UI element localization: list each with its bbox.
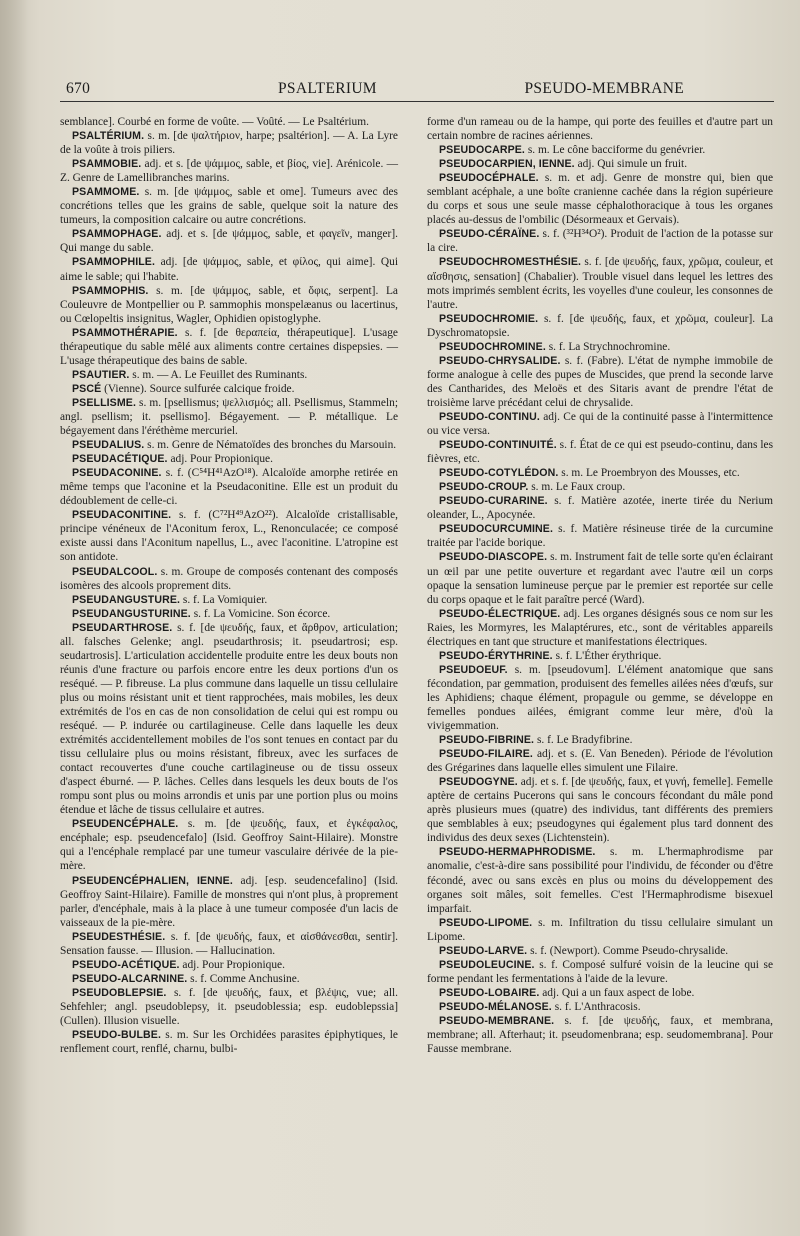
entry-definition: s. m. Le cône bacciforme du genévrier. bbox=[524, 144, 706, 157]
dictionary-entry bbox=[427, 944, 773, 958]
entry-definition: s. m. [de ψαλτήριον, harpe; psaltérion]. — A. La Lyre de la voûte à trois piliers. bbox=[60, 130, 398, 157]
entry-headword: PSEUDO-CURARINE. bbox=[439, 495, 548, 508]
entry-definition: s. f. (C⁵⁴H⁴¹AzO¹⁸). Alcaloïde amorphe retirée en même temps que l'aconine et la Pseudaconitine. Elle est un produit du dédoublement de celle-ci. bbox=[60, 467, 398, 508]
entry-headword: PSEUDOLEUCINE. bbox=[439, 958, 535, 971]
dictionary-entry bbox=[427, 663, 773, 733]
entry-headword: PSEUDOCHROMINE. bbox=[439, 340, 546, 353]
page-gutter-shadow bbox=[0, 0, 28, 1236]
entry-headword: PSEUDO-FILAIRE. bbox=[439, 748, 533, 761]
entry-definition: adj. et s. [de ψάμμος, sable, et βίος, vie]. Arénicole. — Z. Genre de Lamellibranches marins. bbox=[60, 158, 398, 185]
entry-definition: (Vienne). Source sulfurée calcique froide. bbox=[101, 382, 295, 395]
dictionary-entry bbox=[427, 171, 773, 227]
entry-definition: adj. et s. (E. Van Beneden). Période de l'évolution des Grégarines dans laquelle elles simulent une Filaire. bbox=[427, 748, 773, 775]
entry-definition: s. f. (Newport). Comme Pseudo-chrysalide. bbox=[527, 944, 729, 957]
entry-definition: s. f. La Vomiquier. bbox=[180, 593, 268, 606]
dictionary-entry bbox=[60, 452, 398, 466]
dictionary-entry bbox=[60, 593, 398, 607]
entry-headword: PSEUDO-ÉLECTRIQUE. bbox=[439, 607, 561, 620]
dictionary-entry bbox=[60, 874, 398, 930]
page-number: 670 bbox=[66, 80, 91, 97]
entry-headword: PSAUTIER. bbox=[72, 368, 130, 381]
entry-definition: s. m. Instrument fait de telle sorte qu'en éclairant un œil par une petite ouverture et regardant avec l'autre œil un corps opaque la sensation lumineuse perçue par le premier est reportée sur celle du corps opaque et le fait paraître percé (Ward). bbox=[427, 551, 773, 606]
dictionary-entry bbox=[60, 565, 398, 593]
entry-headword: PSEUDO-LOBAIRE. bbox=[439, 986, 540, 999]
dictionary-entry bbox=[427, 410, 773, 438]
running-title-right: PSEUDO-MEMBRANE bbox=[524, 80, 684, 97]
entry-headword: PSEUDO-MEMBRANE. bbox=[439, 1015, 555, 1027]
entry-definition: s. m. Infiltration du tissu cellulaire simulant un Lipome. bbox=[427, 916, 773, 943]
dictionary-entry bbox=[427, 916, 773, 944]
dictionary-entry bbox=[427, 312, 773, 340]
dictionary-entry bbox=[427, 340, 773, 354]
entry-definition: s. f. Composé sulfuré voisin de la leucine qui se forme pendant les fermentations à l'aide de la levure. bbox=[427, 958, 773, 985]
dictionary-entry bbox=[60, 382, 398, 396]
entry-definition: s. m. Genre de Nématoïdes des bronches du Marsouin. bbox=[144, 439, 397, 452]
dictionary-entry bbox=[60, 817, 398, 873]
dictionary-entry bbox=[60, 958, 398, 972]
dictionary-entry bbox=[427, 845, 773, 915]
entry-definition: adj. Les organes désignés sous ce nom sur les Raies, les Mormyres, les Malaptérures, etc., sont de véritables appareils électriques en tant que structure et manifestations électriques. bbox=[427, 607, 773, 648]
dictionary-entry bbox=[60, 227, 398, 255]
dictionary-entry bbox=[427, 255, 773, 311]
dictionary-entry bbox=[60, 972, 398, 986]
entry-headword: PSEUDALIUS. bbox=[72, 439, 145, 452]
entry-definition: s. f. (³²H³⁴O²). Produit de l'action de la potasse sur la cire. bbox=[427, 228, 773, 255]
entry-definition: s. f. [de ψευδής, faux, χρῶμα, couleur, et αἴσθησις, sensation] (Chabalier). Trouble visuel dans lequel les lettres des mots imprimés semblent écrits, les voyelles d'une couleur, les consonnes de l'autre. bbox=[427, 256, 773, 311]
entry-headword: PSEUDACÉTIQUE. bbox=[72, 453, 168, 466]
entry-headword: PSEUDARTHROSE. bbox=[72, 621, 173, 634]
entry-definition: s. f. L'Anthracosis. bbox=[551, 1000, 641, 1013]
entry-definition: adj. Qui simule un fruit. bbox=[574, 158, 688, 171]
entry-headword: PSEUDO-COTYLÉDON. bbox=[439, 467, 559, 480]
entry-headword: PSEUDACONINE. bbox=[72, 467, 162, 480]
entry-definition: s. m. Sur les Orchidées parasites épiphytiques, le renflement court, renflé, charnu, bulbi- bbox=[60, 1029, 398, 1056]
entry-headword: PSEUDO-CÉRAÏNE. bbox=[439, 228, 540, 241]
entry-headword: PSEUDO-DIASCOPE. bbox=[439, 551, 548, 564]
entry-definition: s. f. [de ψευδής, faux, et membrana, membrane; all. Afterhaut; it. pseudomenbrana; esp. seudomembrana]. Pour Fausse membrane. bbox=[427, 1015, 773, 1056]
dictionary-entry bbox=[60, 508, 398, 564]
dictionary-entry bbox=[427, 143, 773, 157]
entry-headword: PSEUDO-LARVE. bbox=[439, 944, 528, 957]
entry-definition: s. f. Matière azotée, inerte tirée du Nerium oleander, L., Apocynée. bbox=[427, 495, 773, 522]
entry-definition: s. m. [de ψάμμος, sable et ome]. Tumeurs avec des concrétions telles que les grains de sable, quelque soit la nature des tumeurs, la composition calcaire ou autre concrétions. bbox=[60, 186, 398, 227]
entry-definition: adj. [esp. seudencefalino] (Isid. Geoffroy Saint-Hilaire). Famille de monstres qui n'ont plus, à proprement parler, d'encéphale, mais à la place à une tumeur composée d'un lacis de vaisseaux de la pie-mère. bbox=[60, 874, 398, 929]
dictionary-entry bbox=[60, 396, 398, 438]
entry-headword: PSEUDO-ÉRYTHRINE. bbox=[439, 649, 553, 662]
entry-definition: s. m. [pseudovum]. L'élément anatomique que sans fécondation, par gemmation, produisent des femelles ailées nées d'œufs, sur les Aphidiens; chaque élément, propagule ou gemme, se développe en femelles pondues ailées, émigrant comme leur mère, d'où la vivigemmation. bbox=[427, 663, 773, 733]
dictionary-entry bbox=[427, 775, 773, 845]
entry-definition: s. m. L'hermaphrodisme par anomalie, c'est-à-dire sans possibilité pour l'individu, de féconder ou d'être fécondé, avec ou sans excès en plus ou moins du développement des organes soit mâles, soit femelles. C'est l'Hermaphrodisme bisexuel imparfait. bbox=[427, 846, 773, 915]
entry-headword: PSEUDO-CONTINUITÉ. bbox=[439, 439, 557, 452]
entry-headword: PSAMMOBIE. bbox=[72, 158, 142, 171]
entry-definition: s. f. Le Bradyfibrine. bbox=[534, 734, 633, 747]
entry-headword: PSAMMOME. bbox=[72, 186, 140, 199]
entry-headword: PSEUDOCHROMESTHÉSIE. bbox=[439, 256, 582, 269]
dictionary-entry bbox=[60, 1028, 398, 1056]
dictionary-entry bbox=[60, 621, 398, 818]
entry-headword: PSEUDOCARPE. bbox=[439, 144, 525, 157]
entry-headword: PSEUDENCÉPHALIEN, IENNE. bbox=[72, 874, 233, 887]
entry-definition: forme d'un rameau ou de la hampe, qui porte des feuilles et d'autre part un certain nombre de racines aériennes. bbox=[427, 116, 773, 143]
entry-headword: PSEUDO-CONTINU. bbox=[439, 410, 540, 423]
entry-definition: s. f. La Strychnochromine. bbox=[545, 340, 671, 353]
right-column bbox=[427, 115, 773, 1056]
entry-headword: PSEUDO-LIPOME. bbox=[439, 916, 533, 929]
entry-definition: s. f. (C⁷²H⁴⁹AzO²²). Alcaloïde cristallisable, principe vénéneux de l'Aconitum ferox, L., Renonculacée; ce composé existe aussi dans l'Aconitum napellus, L., avec l'aconitine. L'atropine est son antidote. bbox=[60, 509, 398, 564]
entry-definition: adj. Ce qui de la continuité passe à l'intermittence ou vice versa. bbox=[427, 410, 773, 438]
running-title-left: PSALTERIUM bbox=[278, 80, 377, 97]
entry-headword: PSALTÉRIUM. bbox=[72, 130, 145, 143]
entry-headword: PSEUDO-MÉLANOSE. bbox=[439, 1000, 552, 1013]
entry-definition: adj. et s. f. [de ψευδής, faux, et γυνή, femelle]. Femelle aptère de certains Pucerons qui sans le concours fécondant du mâle pond après plusieurs mues (quatre) des individus, tant différents des premiers que semblables à eux; pseudogynes qui également plus tard donnent des individus des deux sexes (Lichtenstein). bbox=[427, 776, 773, 845]
dictionary-entry bbox=[60, 930, 398, 958]
entry-definition: adj. Pour Propionique. bbox=[167, 453, 273, 466]
entry-definition: s. m. et adj. Genre de monstre qui, bien que semblant acéphale, a une boîte cranienne cachée dans la région supérieure du corps et sous une seule masse céphalothoracique à tous les organes placés au-dessus de l'ombilic (Désormeaux et Gervais). bbox=[427, 172, 773, 227]
entry-headword: PSELLISME. bbox=[72, 396, 136, 409]
dictionary-entry bbox=[60, 129, 398, 157]
entry-definition: s. m. Le Proembryon des Mousses, etc. bbox=[558, 467, 740, 480]
entry-definition: s. f. L'Éther érythrique. bbox=[552, 649, 662, 662]
dictionary-entry bbox=[427, 747, 773, 775]
entry-headword: PSEUDANGUSTURINE. bbox=[72, 607, 191, 620]
dictionary-entry bbox=[427, 958, 773, 986]
dictionary-entry bbox=[427, 494, 773, 522]
entry-headword: PSEUDO-CROUP. bbox=[439, 481, 529, 494]
entry-definition: adj. Pour Propionique. bbox=[179, 958, 285, 971]
dictionary-entry bbox=[427, 466, 773, 480]
entry-headword: PSEUDANGUSTURE. bbox=[72, 593, 181, 606]
dictionary-entry bbox=[427, 733, 773, 747]
entry-definition: adj. [de ψάμμος, sable, et φίλος, qui aime]. Qui aime le sable; qui l'habite. bbox=[60, 256, 398, 283]
entry-headword: PSEUDESTHÉSIE. bbox=[72, 930, 166, 943]
dictionary-entry bbox=[427, 354, 773, 410]
dictionary-entry bbox=[427, 227, 773, 255]
entry-definition: adj. Qui a un faux aspect de lobe. bbox=[539, 986, 695, 999]
dictionary-entry bbox=[427, 1014, 773, 1056]
dictionary-entry bbox=[427, 550, 773, 606]
entry-headword: PSAMMOPHILE. bbox=[72, 256, 156, 269]
entry-definition: s. m. Le Faux croup. bbox=[528, 481, 626, 494]
dictionary-entry bbox=[60, 115, 398, 129]
header-rule bbox=[60, 101, 774, 102]
entry-definition: s. m. [psellismus; ψελλισμός; all. Psellismus, Stammeln; angl. psellism; it. psellismo]. Bégayement. — P. métallique. Le bégayement dans l'éréthème mercuriel. bbox=[60, 396, 398, 438]
entry-headword: PSAMMOPHIS. bbox=[72, 284, 149, 297]
entry-definition: s. f. Comme Anchusine. bbox=[187, 972, 300, 985]
entry-definition: s. m. [de ψευδής, faux, et ἐγκέφαλος, encéphale; esp. pseudencefalo] (Isid. Geoffroy Saint-Hilaire). Monstre qui a l'encéphale remplacé par une tumeur vasculaire dérivée de la pie-mère. bbox=[60, 818, 398, 873]
dictionary-entry bbox=[427, 438, 773, 466]
entry-headword: PSCÉ bbox=[72, 382, 102, 395]
entry-definition: s. f. État de ce qui est pseudo-continu, dans les fièvres, etc. bbox=[427, 439, 773, 466]
dictionary-entry bbox=[60, 986, 398, 1028]
dictionary-entry bbox=[60, 255, 398, 283]
entry-headword: PSAMMOTHÉRAPIE. bbox=[72, 326, 178, 339]
entry-definition: s. m. Groupe de composés contenant des composés isomères des alcools proprement dits. bbox=[60, 565, 398, 592]
dictionary-entry bbox=[60, 157, 398, 185]
entry-definition: s. m. — A. Le Feuillet des Ruminants. bbox=[129, 368, 308, 381]
entry-headword: PSEUDENCÉPHALE. bbox=[72, 818, 179, 831]
dictionary-entry bbox=[60, 185, 398, 227]
dictionary-entry bbox=[427, 115, 773, 143]
entry-headword: PSEUDO-ALCARNINE. bbox=[72, 972, 188, 985]
entry-headword: PSEUDO-CHRYSALIDE. bbox=[439, 354, 561, 367]
entry-definition: s. f. [de ψευδής, faux, et βλέψις, vue; all. Sehfehler; angl. pseudoblepsy, it. pseudoblessia; esp. eudoblepssia] (Cullen). Illusion visuelle. bbox=[60, 986, 398, 1027]
entry-headword: PSEUDO-BULBE. bbox=[72, 1029, 161, 1042]
entry-definition: semblance]. Courbé en forme de voûte. — Voûté. — Le Psaltérium. bbox=[60, 116, 369, 128]
dictionary-entry bbox=[427, 522, 773, 550]
entry-headword: PSEUDALCOOL. bbox=[72, 565, 158, 578]
entry-definition: s. f. [de ψευδής, faux, et χρῶμα, couleur]. La Dyschromatopsie. bbox=[427, 312, 773, 339]
entry-definition: s. f. [de θεραπεία, thérapeutique]. L'usage thérapeutique du sable mêlé aux aliments contre certaines dispepsies. — L'usage thérapeutique des bains de sable. bbox=[60, 326, 398, 367]
entry-headword: PSEUDOGYNE. bbox=[439, 776, 518, 789]
entry-headword: PSEUDOBLEPSIE. bbox=[72, 986, 167, 999]
entry-headword: PSEUDOCURCUMINE. bbox=[439, 523, 554, 536]
entry-headword: PSEUDO-FIBRINE. bbox=[439, 734, 535, 747]
entry-definition: s. f. [de ψευδής, faux, et αἰσθάνεσθαι, sentir]. Sensation fausse. — Illusion. — Hallucination. bbox=[60, 930, 398, 957]
dictionary-entry bbox=[427, 480, 773, 494]
dictionary-entry bbox=[60, 326, 398, 368]
entry-headword: PSEUDOEUF. bbox=[439, 663, 508, 676]
dictionary-entry bbox=[427, 1000, 773, 1014]
entry-headword: PSEUDACONITINE. bbox=[72, 509, 172, 522]
entry-definition: s. f. [de ψευδής, faux, et ἄρθρον, articulation; all. falsches Gelenke; angl. pseudarthrosis; it. pseudartrosi; esp. seudartrosis]. L'articulation accidentelle produite entre les deux bouts non réunis d'une fracture ou parfois encore entre les deux portions d'un os reséqué. — P. fibreuse. La plus commune dans laquelle un tissu cellulaire plus ou moins résistant unit et tient rapprochées, mais mobiles, les deux extrémités de l'os en cas de non consolidation de celui qui est rompu ou reséqué. — P. indurée ou cartilagineuse. Celle dans laquelle les deux extrémités accidentellement mobiles de l'os sont tenues en contact par du tissu cellulaire plus ou moins résistant, fibreux, avec les surfaces de contact recouvertes d'une couche cartilagineuse ou de tissu osseux d'aspect éburné. — P. lâches. Celles dans lesquels les deux bouts de l'os rompu sont plus ou moins arrondis et unis par une portion plus ou moins étendue et lâche de tissus cellulaire et autres. bbox=[60, 621, 398, 817]
dictionary-entry bbox=[60, 438, 398, 452]
entry-definition: s. f. La Vomicine. Son écorce. bbox=[190, 607, 331, 620]
running-header bbox=[60, 80, 774, 100]
left-column bbox=[60, 115, 398, 1056]
dictionary-entry bbox=[60, 284, 398, 326]
entry-headword: PSEUDOCÉPHALE. bbox=[439, 172, 539, 185]
dictionary-entry bbox=[427, 649, 773, 663]
dictionary-entry bbox=[427, 607, 773, 649]
dictionary-entry bbox=[427, 986, 773, 1000]
entry-headword: PSEUDOCARPIEN, IENNE. bbox=[439, 158, 575, 171]
entry-definition: s. m. [de ψάμμος, sable, et ὄφις, serpent]. La Couleuvre de Montpellier ou P. sammophis monspelæanus ou lacertinus, ou Cœlopeltis insignitus, Wagler, Ophidien opistoglyphe. bbox=[60, 284, 398, 325]
dictionary-entry bbox=[60, 607, 398, 621]
entry-definition: s. f. Matière résineuse tirée de la curcumine traitée par l'acide borique. bbox=[427, 523, 773, 550]
dictionary-entry bbox=[60, 368, 398, 382]
entry-headword: PSAMMOPHAGE. bbox=[72, 228, 162, 241]
entry-definition: s. f. (Fabre). L'état de nymphe immobile de forme analogue à celle des pupes de Muscides, que prend la seconde larve des Cantharides, des Meloës et des Sitaris avant de prendre l'état de troisième larve précédant celui de chrysalide. bbox=[427, 354, 773, 409]
entry-definition: adj. et s. [de ψάμμος, sable, et φαγεῖν, manger]. Qui mange du sable. bbox=[60, 228, 398, 255]
dictionary-entry bbox=[60, 466, 398, 508]
entry-headword: PSEUDO-HERMAPHRODISME. bbox=[439, 846, 596, 859]
dictionary-entry bbox=[427, 157, 773, 171]
entry-headword: PSEUDO-ACÉTIQUE. bbox=[72, 958, 180, 971]
entry-headword: PSEUDOCHROMIE. bbox=[439, 312, 539, 325]
